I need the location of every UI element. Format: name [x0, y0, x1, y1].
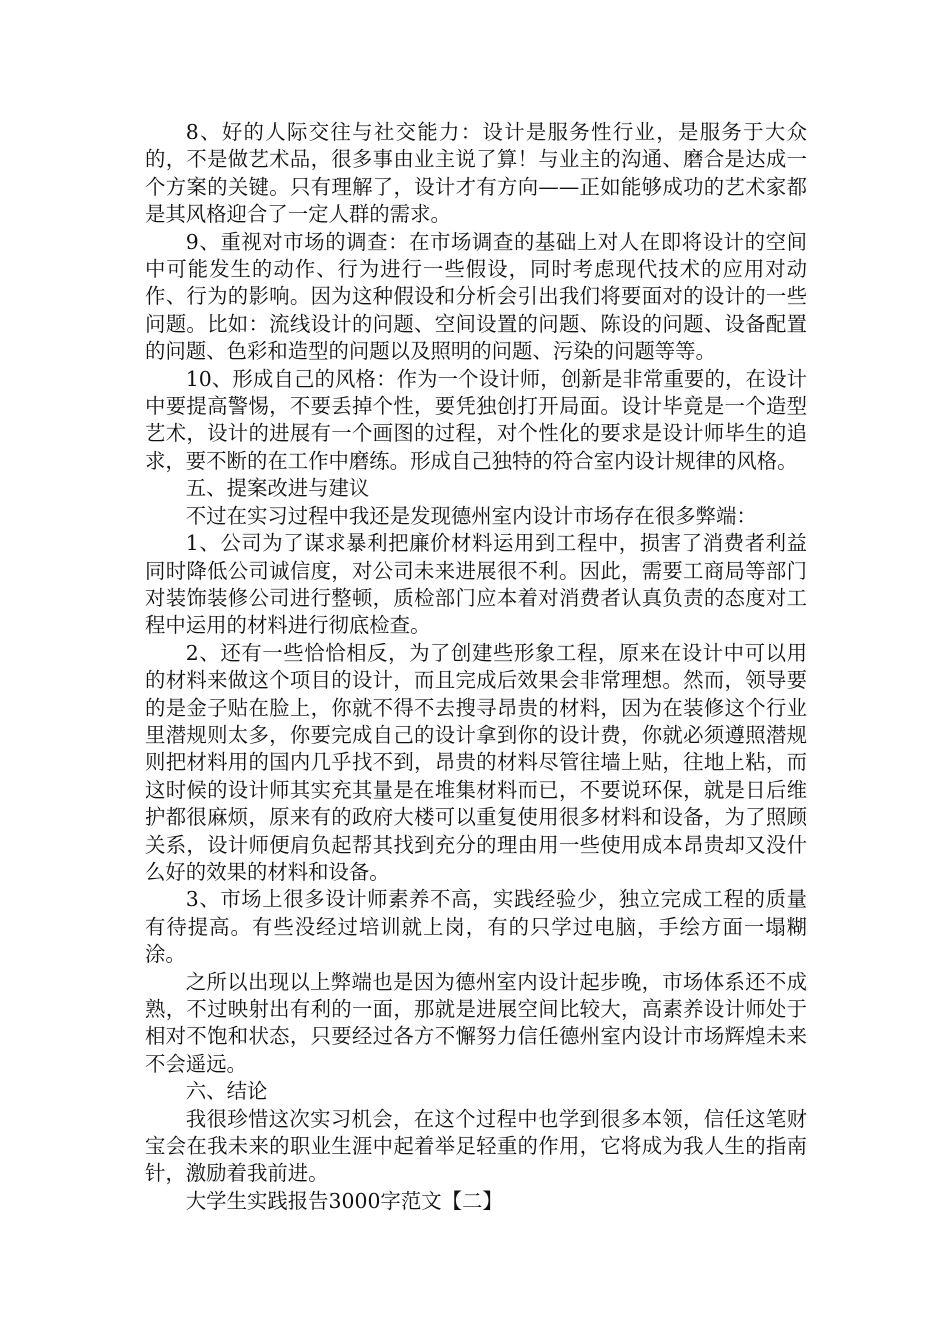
next-article-title: 大学生实践报告3000字范文【二】 — [185, 1188, 503, 1213]
paragraph-problem-3: 3、市场上很多设计师素养不高，实践经验少，独立完成工程的质量有待提高。有些没经过培训就上岗，有的只学过电脑，手绘方面一塌糊涂。 — [145, 887, 807, 967]
paragraph-market-research: 9、重视对市场的调查：在市场调查的基础上对人在即将设计的空间中可能发生的动作、行为进行一些假设，同时考虑现代技术的应用对动作、行为的影响。因为这种假设和分析会引出我们将要面对的设计的一些问题。比如：流线设计的问题、空间设置的问题、陈设的问题、设备配置的问题、色彩和造型的问题以及照明的问题、污染的问题等等。 — [145, 229, 807, 364]
paragraph-market-problems-intro: 不过在实习过程中我还是发现德州室内设计市场存在很多弊端： — [185, 503, 757, 528]
paragraph-problem-1: 1、公司为了谋求暴利把廉价材料运用到工程中，损害了消费者利益同时降低公司诚信度，对公司未来进展很不利。因此，需要工商局等部门对装饰装修公司进行整顿，质检部门应本着对消费者认真负责的态度对工程中运用的材料进行彻底检查。 — [145, 531, 807, 638]
paragraph-problems-reason: 之所以出现以上弊端也是因为德州室内设计起步晚，市场体系还不成熟，不过映射出有利的一面，那就是进展空间比较大，高素养设计师处于相对不饱和状态，只要经过各方不懈努力信任德州室内设计市场辉煌未来不会遥远。 — [145, 969, 807, 1076]
document-page — [145, 119, 807, 1215]
section-heading-conclusion: 六、结论 — [185, 1079, 268, 1104]
section-heading-proposals: 五、提案改进与建议 — [185, 476, 370, 501]
paragraph-interpersonal-skills: 8、好的人际交往与社交能力：设计是服务性行业，是服务于大众的，不是做艺术品，很多事由业主说了算！与业主的沟通、磨合是达成一个方案的关键。只有理解了，设计才有方向——正如能够成功的艺术家都是其风格迎合了一定人群的需求。 — [145, 120, 807, 227]
paragraph-own-style: 10、形成自己的风格：作为一个设计师，创新是非常重要的，在设计中要提高警惕，不要丢掉个性，要凭独创打开局面。设计毕竟是一个造型艺术，设计的进展有一个画图的过程，对个性化的要求是设计师毕生的追求，要不断的在工作中磨练。形成自己独特的符合室内设计规律的风格。 — [145, 366, 807, 473]
paragraph-problem-2: 2、还有一些恰恰相反，为了创建些形象工程，原来在设计中可以用的材料来做这个项目的设计，而且完成后效果会非常理想。然而，领导要的是金子贴在脸上，你就不得不去搜寻昂贵的材料，因为在装修这个行业里潜规则太多，你要完成自己的设计拿到你的设计费，你就必须遵照潜规则把材料用的国内几乎找不到，昂贵的材料尽管往墙上贴，往地上粘，而这时候的设计师其实充其量是在堆集材料而已，不要说环保，就是日后维护都很麻烦，原来有的政府大楼可以重复使用很多材料和设备，为了照顾关系，设计师便肩负起帮其找到充分的理由用一些使用成本昂贵却又没什么好的效果的材料和设备。 — [145, 640, 807, 884]
paragraph-conclusion: 我很珍惜这次实习机会，在这个过程中也学到很多本领，信任这笔财宝会在我未来的职业生涯中起着举足轻重的作用，它将成为我人生的指南针，激励着我前进。 — [145, 1106, 807, 1186]
